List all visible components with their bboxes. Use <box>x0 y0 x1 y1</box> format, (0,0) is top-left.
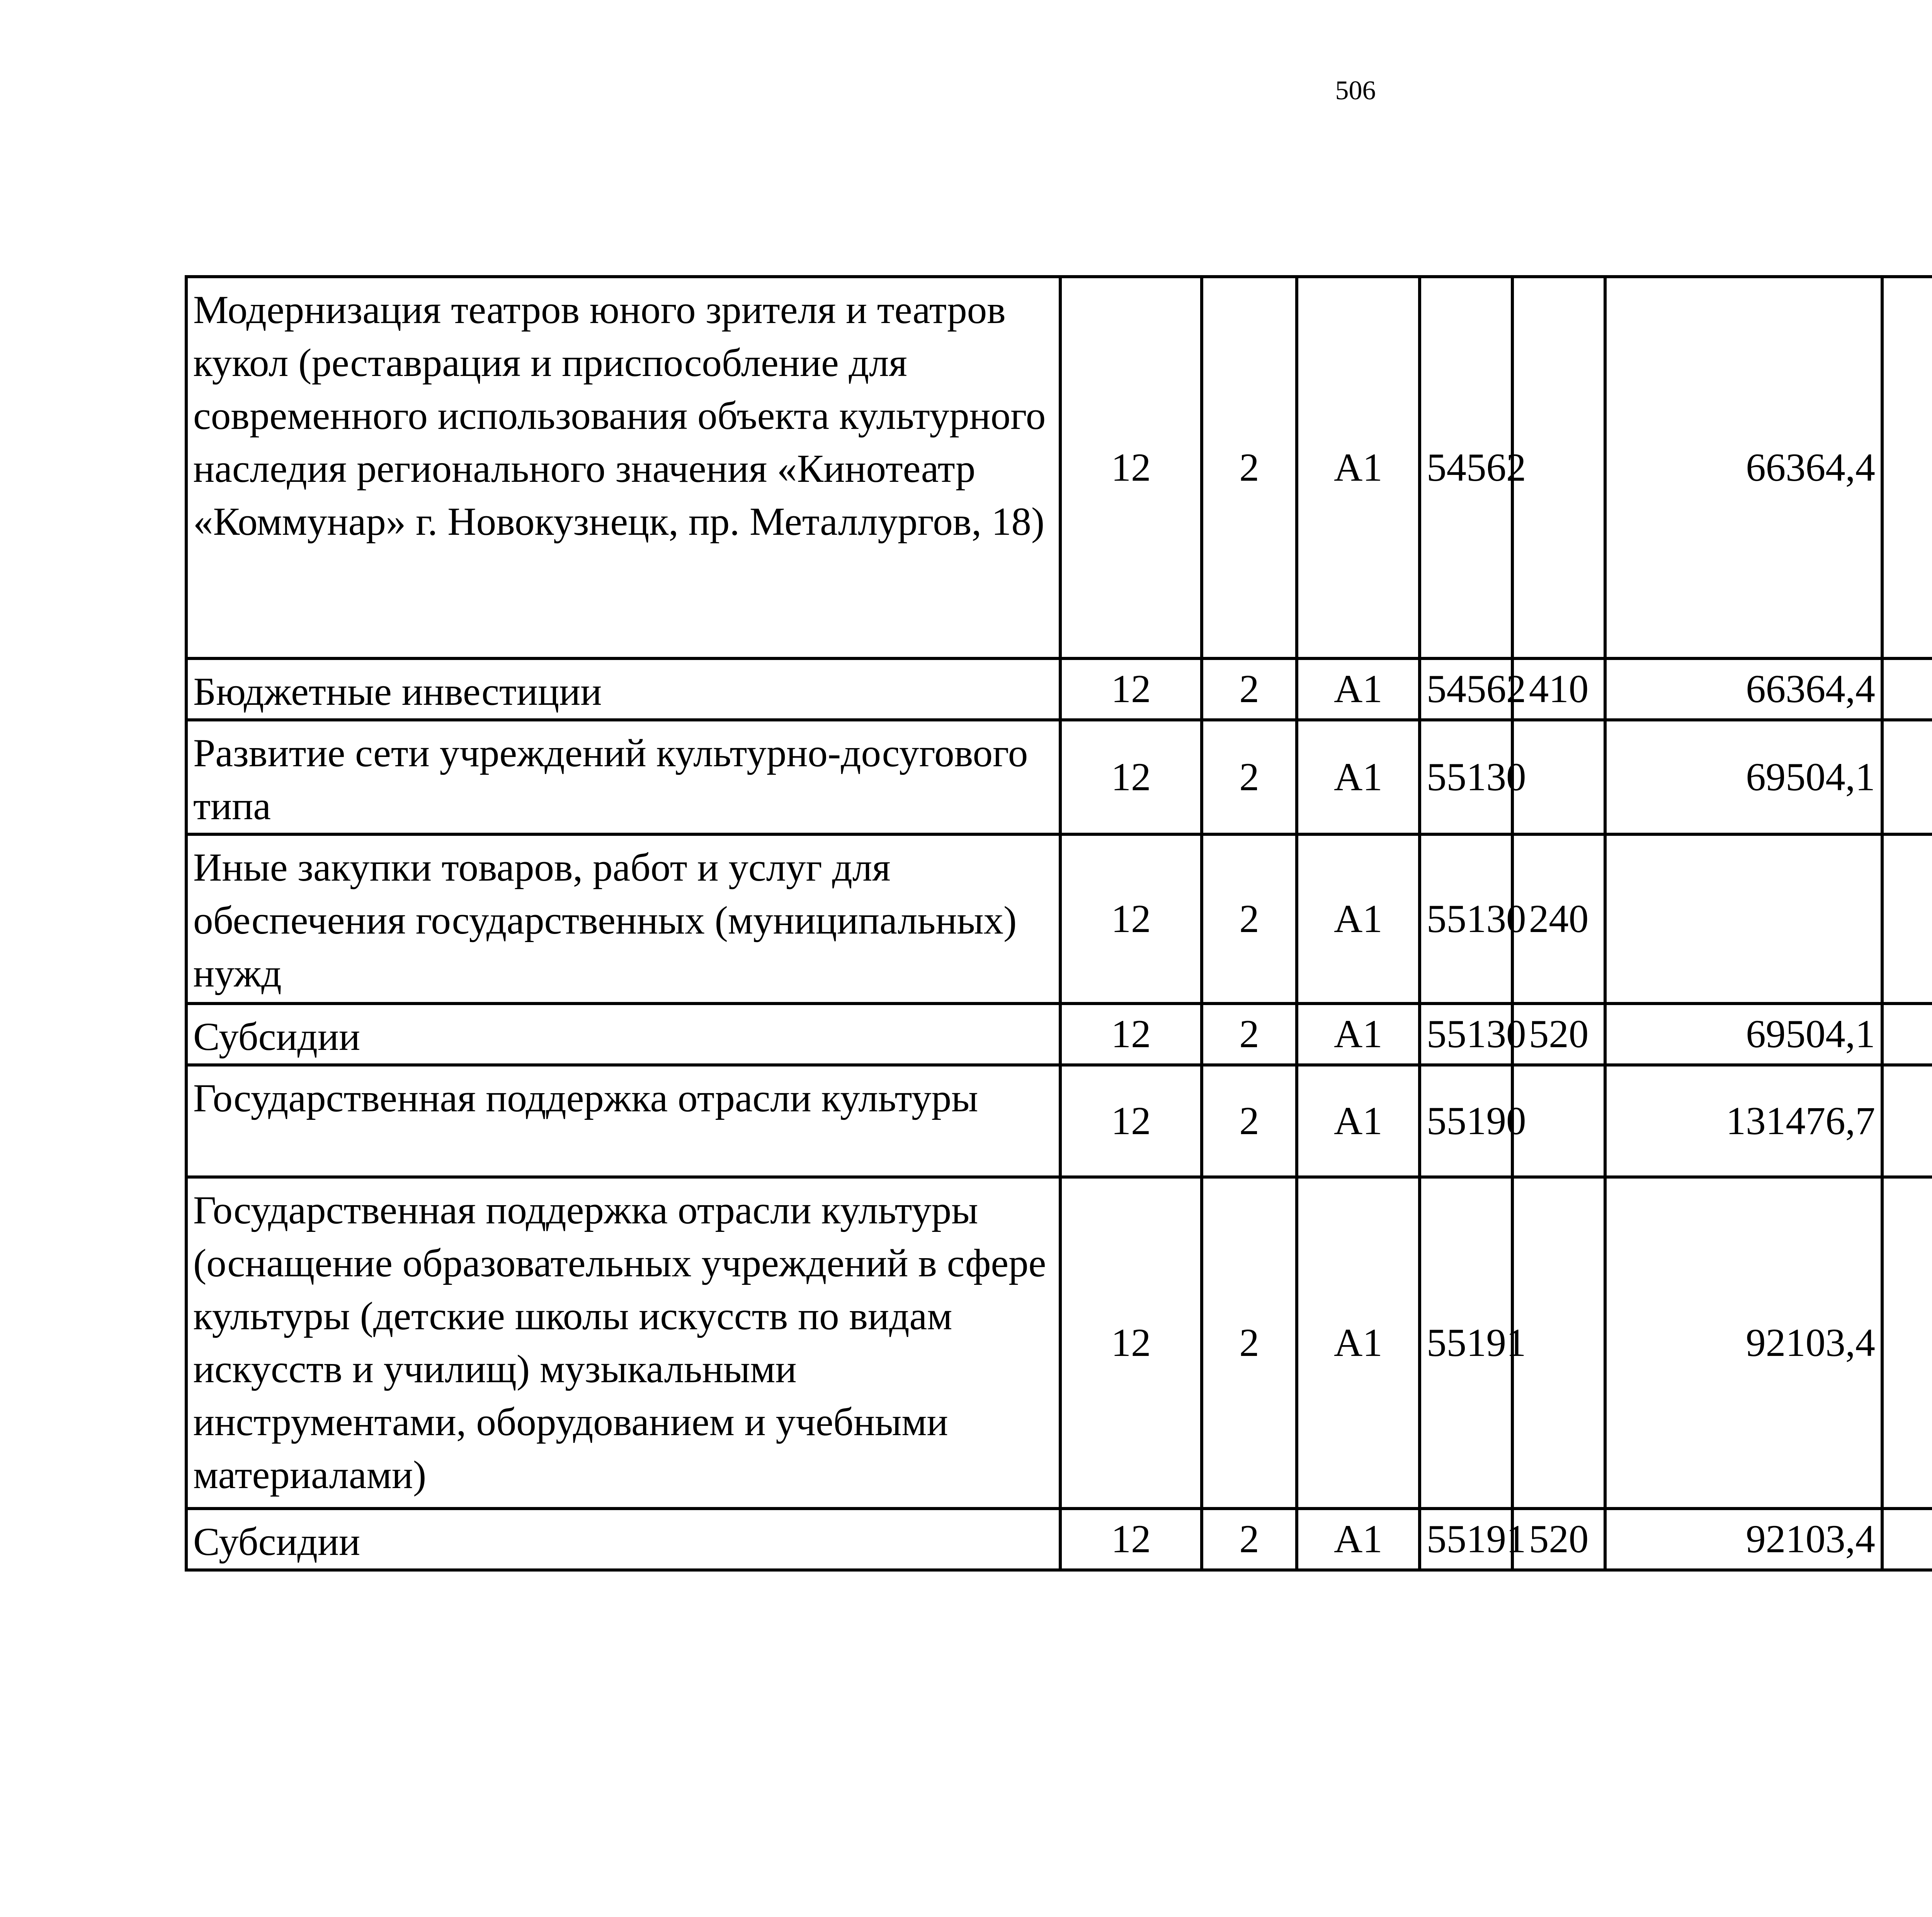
subsection-code: 2 <box>1202 1509 1297 1570</box>
expense-type-code: 520 <box>1512 1004 1605 1065</box>
amount-2 <box>1882 1065 1932 1177</box>
program-code: А1 <box>1297 1509 1420 1570</box>
page-number: 506 <box>1335 76 1376 105</box>
program-code: А1 <box>1297 720 1420 834</box>
article-code: 55190 <box>1420 1065 1512 1177</box>
amount-1: 92103,4 <box>1605 1509 1882 1570</box>
section-code: 12 <box>1060 658 1202 720</box>
row-description: Бюджетные инвестиции <box>186 658 1060 720</box>
row-description: Модернизация театров юного зрителя и театров кукол (реставрация и приспособление для современного использования объекта культурного наследия регионального значения «Кинотеатр «Коммунар» г. Новокузнецк, пр. Металлургов, 18) <box>186 277 1060 658</box>
table-row <box>186 834 1932 1004</box>
section-code: 12 <box>1060 1509 1202 1570</box>
subsection-code: 2 <box>1202 720 1297 834</box>
expense-type-code <box>1512 1065 1605 1177</box>
amount-1: 69504,1 <box>1605 720 1882 834</box>
article-code: 55130 <box>1420 834 1512 1004</box>
table-row <box>186 1177 1932 1509</box>
expense-type-code <box>1512 1177 1605 1509</box>
subsection-code: 2 <box>1202 1004 1297 1065</box>
program-code: А1 <box>1297 658 1420 720</box>
article-code: 54562 <box>1420 658 1512 720</box>
table-row <box>186 720 1932 834</box>
row-description: Иные закупки товаров, работ и услуг для обеспечения государственных (муниципальных) нужд <box>186 834 1060 1004</box>
expense-type-code: 520 <box>1512 1509 1605 1570</box>
expense-type-code <box>1512 277 1605 658</box>
article-code: 55130 <box>1420 720 1512 834</box>
table-row <box>186 1065 1932 1177</box>
expense-type-code: 240 <box>1512 834 1605 1004</box>
section-code: 12 <box>1060 277 1202 658</box>
section-code: 12 <box>1060 1004 1202 1065</box>
row-description: Государственная поддержка отрасли культуры <box>186 1065 1060 1177</box>
amount-1: 66364,4 <box>1605 277 1882 658</box>
amount-1 <box>1605 834 1882 1004</box>
program-code: А1 <box>1297 834 1420 1004</box>
expense-type-code <box>1512 720 1605 834</box>
program-code: А1 <box>1297 1065 1420 1177</box>
subsection-code: 2 <box>1202 834 1297 1004</box>
amount-2 <box>1882 1004 1932 1065</box>
budget-table <box>185 275 1932 1572</box>
program-code: А1 <box>1297 277 1420 658</box>
table-row <box>186 277 1932 658</box>
article-code: 54562 <box>1420 277 1512 658</box>
section-code: 12 <box>1060 1177 1202 1509</box>
amount-2 <box>1882 277 1932 658</box>
subsection-code: 2 <box>1202 1177 1297 1509</box>
amount-2 <box>1882 1509 1932 1570</box>
section-code: 12 <box>1060 834 1202 1004</box>
article-code: 55191 <box>1420 1509 1512 1570</box>
row-description: Субсидии <box>186 1509 1060 1570</box>
row-description: Субсидии <box>186 1004 1060 1065</box>
program-code: А1 <box>1297 1177 1420 1509</box>
subsection-code: 2 <box>1202 1065 1297 1177</box>
article-code: 55130 <box>1420 1004 1512 1065</box>
program-code: А1 <box>1297 1004 1420 1065</box>
amount-2 <box>1882 1177 1932 1509</box>
table-row <box>186 658 1932 720</box>
amount-2 <box>1882 834 1932 1004</box>
expense-type-code: 410 <box>1512 658 1605 720</box>
amount-1: 69504,1 <box>1605 1004 1882 1065</box>
subsection-code: 2 <box>1202 277 1297 658</box>
table-row <box>186 1509 1932 1570</box>
row-description: Государственная поддержка отрасли культуры (оснащение образовательных учреждений в сфере культуры (детские школы искусств по видам искусств и училищ) музыкальными инструментами, оборудованием и учебными материалами) <box>186 1177 1060 1509</box>
amount-2 <box>1882 658 1932 720</box>
article-code: 55191 <box>1420 1177 1512 1509</box>
amount-1: 66364,4 <box>1605 658 1882 720</box>
section-code: 12 <box>1060 720 1202 834</box>
subsection-code: 2 <box>1202 658 1297 720</box>
amount-1: 92103,4 <box>1605 1177 1882 1509</box>
table-row <box>186 1004 1932 1065</box>
row-description: Развитие сети учреждений культурно-досугового типа <box>186 720 1060 834</box>
amount-1: 131476,7 <box>1605 1065 1882 1177</box>
amount-2 <box>1882 720 1932 834</box>
section-code: 12 <box>1060 1065 1202 1177</box>
